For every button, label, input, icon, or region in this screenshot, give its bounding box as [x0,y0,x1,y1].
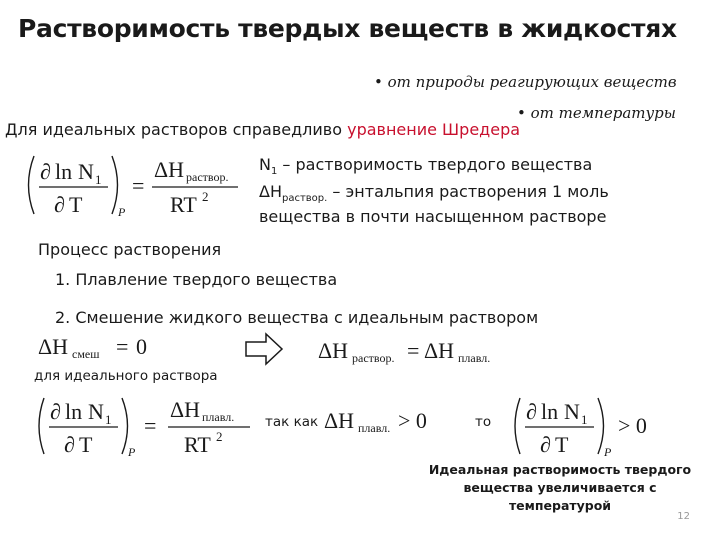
eq2-zero: 0 [136,334,147,359]
mixing-enthalpy-eq [36,330,176,364]
eq1-right-paren [112,156,118,214]
eq4-RT: RT [184,432,211,457]
eq3-dH2: ΔH [424,338,455,363]
eq3-rastvor: раствор. [352,351,395,365]
eq4-dH: ΔH [170,397,201,422]
eq1-RT-power: 2 [202,189,209,204]
so-as-label: так как [265,414,319,430]
conclusion-line-3: температурой [508,498,612,513]
bullet-temperature: • от температуры [517,104,677,122]
eq4-partial-bottom: ∂ [64,432,75,457]
ideal-solubility-equation [32,394,262,466]
eq4-N-sub: 1 [105,412,112,427]
solubility-increase-eq [508,394,668,466]
eq1-P-sub: P [118,205,126,219]
eq4-plavl: плавл. [202,410,235,424]
eq5-dH: ΔH [324,408,355,433]
eq6-left-paren [515,398,520,454]
legend-dh-text: – энтальпия растворения 1 моль [327,182,609,201]
process-step-2: 2. Смешение жидкого вещества с идеальным раствором [55,308,539,327]
eq1-T: T [69,192,83,217]
eq1-dH: ΔH [154,157,185,182]
legend-n1-sub: 1 [270,166,278,178]
eq2-equals: = [116,334,129,359]
eq1-dH-sub: раствор. [186,170,229,184]
then-label: то [475,414,492,430]
schroeder-equation-link: уравнение Шредера [347,120,521,139]
eq6-T: T [555,432,569,457]
eq2-dH: ΔH [38,334,69,359]
eq4-equals: = [144,413,157,438]
eq6-right-paren [598,398,604,454]
eq6-ln: ln [541,399,559,424]
process-step-1: 1. Плавление твердого вещества [55,270,338,289]
eq2-smesh: смеш [72,347,100,361]
eq4-left-paren [39,398,44,454]
eq3-equals: = [407,338,420,363]
eq1-RT: RT [170,192,197,217]
eq1-N: N [78,159,94,184]
eq4-ln: ln [65,399,83,424]
ideal-solutions-line [5,120,520,139]
eq1-ln: ln [55,159,73,184]
conclusion-line-2: вещества увеличивается с [463,480,657,495]
conclusion-line-1: Идеальная растворимость твердого [428,462,692,477]
eq5-plavl: плавл. [358,421,391,435]
eq4-T: T [79,432,93,457]
ideal-line-prefix: Для идеальных растворов справедливо [5,120,348,139]
bullet-nature: • от природы реагирующих веществ [374,73,677,91]
conclusion-text [420,461,700,515]
implies-arrow-icon [244,332,284,366]
page-title: Растворимость твердых веществ в жидкостях [18,14,677,43]
legend-line3: вещества в почти насыщенном растворе [259,207,607,226]
legend-n1 [259,155,592,177]
eq5-gt: > 0 [398,408,427,433]
legend-dh [259,182,609,204]
eq6-P-sub: P [604,445,612,459]
process-title: Процесс растворения [38,240,222,259]
eq4-P-sub: P [128,445,136,459]
eq3-plavl: плавл. [458,351,491,365]
legend-n1-text: – растворимость твердого вещества [277,155,593,174]
eq4-N: N [88,399,104,424]
eq3-dH: ΔH [318,338,349,363]
melting-enthalpy-positive [322,404,442,438]
ideal-solution-label: для идеального раствора [34,368,218,384]
eq6-N-sub: 1 [581,412,588,427]
eq1-left-paren [29,156,35,214]
eq1-N-sub: 1 [95,172,102,187]
eq6-N: N [564,399,580,424]
eq6-partial-top: ∂ [526,399,537,424]
legend-dh-symbol: ΔH [259,182,282,201]
eq6-gt: > 0 [618,413,647,438]
eq1-equals: = [132,173,145,198]
dissolution-melting-eq [316,334,516,368]
eq1-partial-bottom: ∂ [54,192,65,217]
eq6-partial-bottom: ∂ [540,432,551,457]
eq4-partial-top: ∂ [50,399,61,424]
eq4-right-paren [122,398,128,454]
eq4-RT-power: 2 [216,429,223,444]
legend-n1-symbol: N [259,155,271,174]
legend-dh-sub: раствор. [281,193,328,205]
page-number: 12 [677,511,690,522]
schroeder-equation [20,150,260,230]
eq1-partial-top: ∂ [40,159,51,184]
